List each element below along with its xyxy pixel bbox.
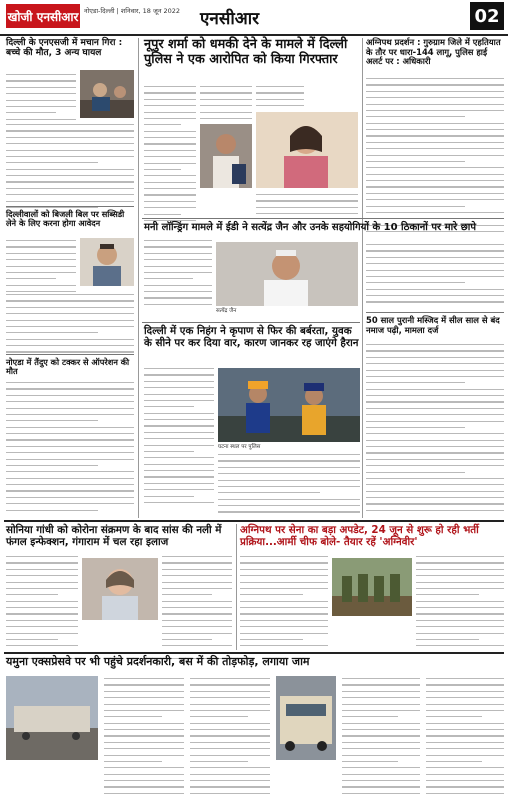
body-text [144, 240, 212, 310]
body-text [200, 86, 252, 124]
headline-yamuna: यमुना एक्सप्रेसवे पर भी पहुंचे प्रदर्शनकारी, बस में की तोड़फोड़, लगाया जाम [6, 655, 310, 668]
headline-right-mid: 50 साल पुरानी मस्जिद में सील साल से बंद नमाज पढ़ी, मामला दर्ज [366, 315, 500, 335]
divider [366, 312, 504, 313]
column-rule [138, 38, 139, 518]
bus-photo [276, 676, 336, 760]
body-text [218, 454, 360, 518]
body-text [240, 556, 328, 658]
section-title: एनसीआर [200, 9, 260, 29]
body-text [6, 74, 76, 125]
column-rule [236, 524, 237, 650]
column-rule [362, 38, 363, 518]
divider [4, 520, 504, 522]
body-text [6, 124, 134, 213]
body-text [6, 382, 134, 516]
body-text [366, 78, 504, 237]
army-photo [332, 558, 412, 616]
lead-headline: नूपुर शर्मा को धमकी देने के मामले में दिल्ली पुलिस ने एक आरोपित को किया गिरफ्तार [144, 37, 348, 67]
body-text [144, 368, 214, 508]
body-text [366, 344, 504, 516]
accused-photo [200, 124, 252, 188]
body-text [162, 556, 232, 664]
body-text [6, 294, 134, 358]
body-text [144, 86, 196, 226]
nihang-photo [218, 368, 360, 442]
divider [4, 652, 504, 654]
masthead [0, 0, 508, 36]
headline-top-left: दिल्ली के एनएसजी में मचान गिरा : बच्चे की मौत, 3 अन्य घायल [6, 38, 123, 59]
headline-murder: दिल्ली में एक निहंग ने कृपाण से फिर की बर्बरता, युवक के सीने पर कर दिया वार, कारण जानकर रह जाएंगे हैरान [144, 325, 359, 349]
headline-right-top: अग्निपथ प्रदर्शन : गुरुग्राम जिले में एहतियात के तौर पर धारा-144 लागू, पुलिस हाई अलर्ट पर : अधिकारी [366, 37, 501, 67]
headline-agnipath: अग्निपथ पर सेना का बड़ा अपडेट, 24 जून से शुरू हो रही भर्ती प्रक्रिया...आर्मी चीफ बोले- तैयार रहें 'अग्निवीर' [240, 524, 479, 548]
dateline: नोएडा-दिल्ली | शनिवार, 18 जून 2022 [84, 7, 181, 15]
headline-left-low: नोएडा में तैंदुए को टक्कर से ऑपरेशन की मौत [6, 357, 130, 377]
body-text [256, 194, 358, 220]
headline-ed-raid: मनी लॉन्ड्रिंग मामले में ईडी ने सत्येंद्र जैन और उनके सहयोगियों के 10 ठिकानों पर मारे छापे [144, 222, 477, 233]
body-text [342, 678, 420, 799]
body-text [416, 556, 504, 658]
kejriwal-photo [80, 238, 134, 286]
divider [142, 218, 504, 219]
murder-photo-caption: घटना स्थल पर पुलिस [218, 444, 261, 450]
divider [6, 354, 134, 355]
body-text [6, 556, 78, 664]
page-number: 02 [470, 2, 504, 30]
headline-sonia: सोनिया गांधी को कोरोना संक्रमण के बाद सांस की नली में फंगल इन्फेक्शन, गंगाराम में चल रहा इलाज [6, 524, 222, 548]
body-text [190, 678, 270, 799]
divider [142, 322, 360, 323]
body-text [366, 244, 504, 308]
brand-logo: खोजी एनसीआर [6, 4, 80, 28]
nupur-sharma-photo [256, 112, 358, 188]
divider [6, 206, 134, 207]
headline-left-mid: दिल्लीवालों को बिजली बिल पर सब्सिडी लेने के लिए करना होगा आवेदन [6, 209, 125, 229]
sonia-gandhi-photo [82, 558, 158, 620]
satyendar-jain-photo [216, 242, 358, 306]
accident-photo [80, 70, 134, 118]
ed-photo-caption: सत्येंद्र जैन [216, 308, 237, 314]
body-text [6, 240, 76, 297]
body-text [426, 678, 504, 799]
body-text [104, 678, 184, 799]
protest-photo [6, 676, 98, 760]
